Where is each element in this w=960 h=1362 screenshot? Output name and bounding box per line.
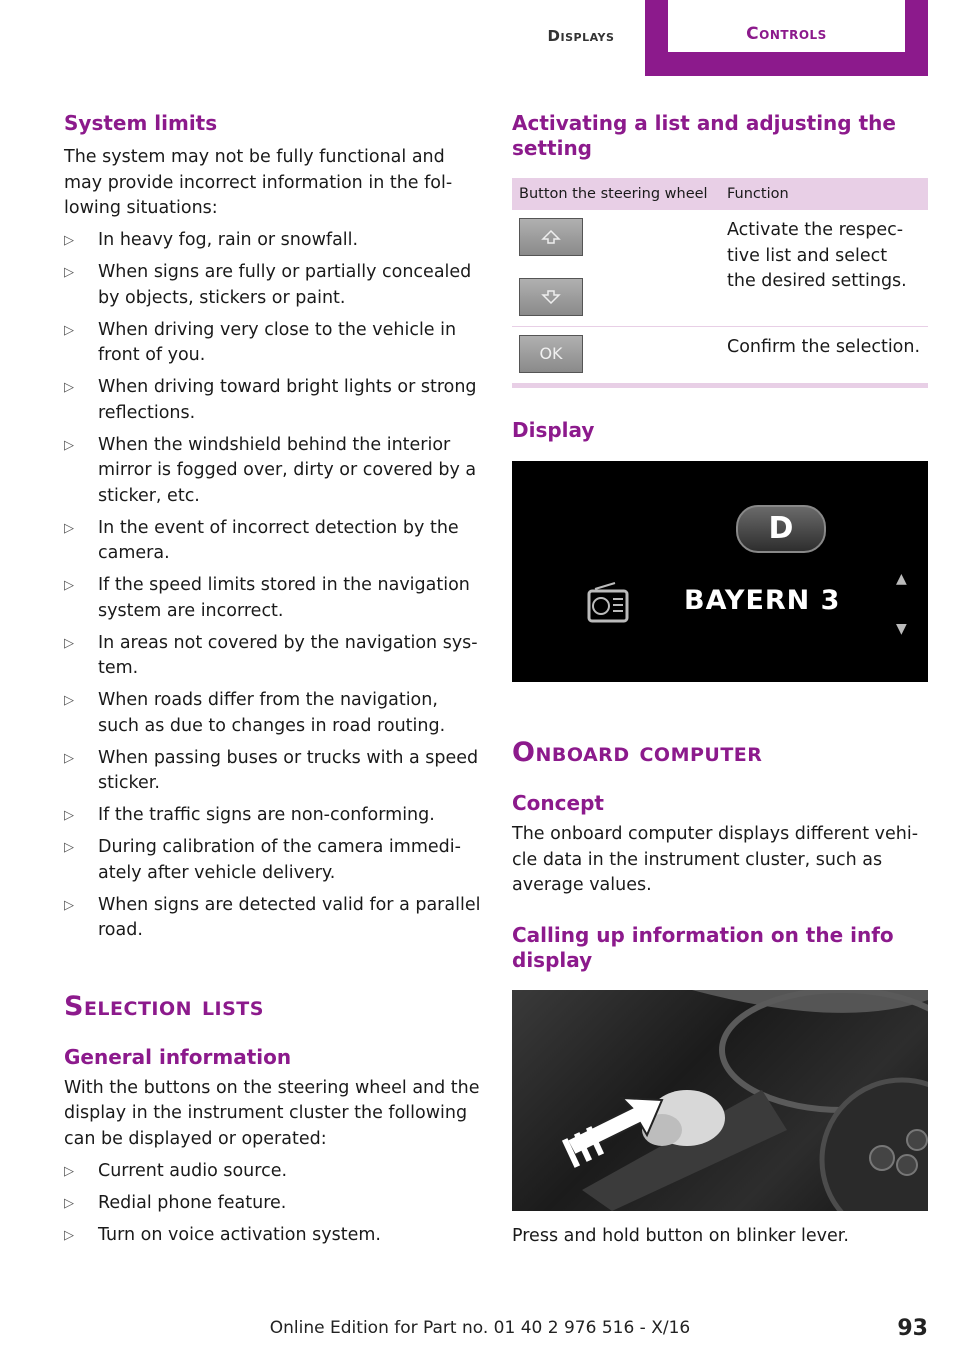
list-item-text: When driving toward bright lights or strong reflections.: [98, 377, 477, 423]
bullet-arrow-icon: ▷: [64, 520, 74, 536]
photo-caption: Press and hold button on blinker lever.: [512, 1225, 849, 1246]
activating-list-heading: Activating a list and adjusting the setting: [512, 111, 896, 160]
list-item: [64, 1159, 484, 1185]
bullet-arrow-icon: ▷: [64, 1227, 74, 1243]
list-item: [64, 803, 484, 829]
list-item: [64, 516, 484, 567]
table-header-function: Function: [720, 178, 928, 210]
table-bottom-rule: [512, 383, 928, 388]
tab-displays: Displays: [547, 27, 615, 45]
list-item-text: In the event of incorrect detection by the camera.: [98, 517, 459, 563]
list-item-text: When roads differ from the navigation, such as due to changes in road routing.: [98, 690, 446, 736]
bullet-arrow-icon: ▷: [64, 808, 74, 823]
radio-icon: [585, 579, 631, 629]
list-item-text: When passing buses or trucks with a speed sticker.: [98, 747, 479, 793]
bullet-arrow-icon: ▷: [64, 265, 74, 280]
left-column: [64, 108, 484, 1248]
list-item: [64, 260, 484, 311]
list-item: [64, 1223, 484, 1249]
bullet-arrow-icon: ▷: [64, 840, 74, 855]
bullet-arrow-icon: ▷: [64, 233, 74, 248]
list-item-text: When signs are detected valid for a parallel road.: [98, 894, 481, 940]
list-item: [64, 688, 484, 739]
list-item: [64, 573, 484, 624]
display-heading: Display: [512, 418, 595, 442]
ok-button-icon: [519, 335, 583, 373]
table-row: [512, 210, 928, 327]
bullet-arrow-icon: ▷: [64, 693, 74, 708]
display-screen-image: [512, 461, 928, 682]
table-cell-function: Activate the respective list and select the desired settings.: [720, 210, 928, 327]
bullet-arrow-icon: ▷: [64, 750, 74, 766]
concept-heading: Concept: [512, 791, 604, 815]
list-item: [64, 746, 484, 797]
list-item-text: Redial phone feature.: [98, 1192, 287, 1213]
list-item: [64, 228, 484, 254]
scroll-up-icon: ▲: [896, 571, 907, 587]
table-header-button: Button the steering wheel: [512, 178, 720, 210]
list-item: [64, 631, 484, 682]
ok-button-label: OK: [539, 344, 563, 364]
list-item-text: In areas not covered by the navigation system.: [98, 632, 478, 678]
bullet-arrow-icon: ▷: [64, 437, 74, 453]
chapter-tabs: [0, 0, 960, 76]
list-item-text: During calibration of the camera immediately after vehicle delivery.: [98, 837, 461, 883]
table-row: [512, 327, 928, 384]
scroll-down-icon: ▼: [896, 621, 907, 637]
station-name: BAYERN 3: [684, 585, 841, 616]
list-item: [64, 318, 484, 369]
blinker-lever-photo: [512, 990, 928, 1211]
bullet-arrow-icon: ▷: [64, 897, 74, 913]
selection-lists-heading: Selection lists: [64, 990, 264, 1022]
list-item-text: If the speed limits stored in the navigation system are incorrect.: [98, 575, 470, 621]
gear-label: D: [768, 511, 794, 546]
list-item: [64, 375, 484, 426]
list-item: [64, 893, 484, 944]
tab-controls: Controls: [668, 0, 905, 52]
bullet-arrow-icon: ▷: [64, 578, 74, 593]
arrow-up-button-icon: [519, 218, 583, 256]
calling-up-heading: Calling up information on the info display: [512, 922, 894, 972]
arrow-down-button-icon: [519, 278, 583, 316]
steering-buttons-table: [512, 178, 928, 383]
list-item-text: If the traffic signs are non-conforming.: [98, 805, 435, 825]
bullet-arrow-icon: ▷: [64, 322, 74, 338]
table-cell-function: Confirm the selection.: [727, 337, 921, 357]
list-item-text: When driving very close to the vehicle in front of you.: [98, 319, 457, 365]
list-item-text: When signs are fully or partially concealed by objects, stickers or paint.: [98, 262, 472, 308]
bullet-arrow-icon: ▷: [64, 380, 74, 395]
list-item: [64, 433, 484, 510]
concept-text: The onboard computer displays different vehicle data in the instrument cluster, such as average values.: [512, 824, 919, 895]
list-item: [64, 1191, 484, 1217]
system-limits-list: [64, 228, 484, 944]
general-information-list: [64, 1159, 484, 1249]
table-cell-buttons: [512, 327, 720, 384]
onboard-computer-heading: Onboard computer: [512, 737, 763, 768]
list-item-text: In heavy fog, rain or snowfall.: [98, 230, 359, 250]
gear-indicator: [736, 505, 826, 553]
list-item: [64, 835, 484, 886]
bullet-arrow-icon: ▷: [64, 1163, 74, 1179]
general-information-text: With the buttons on the steering wheel and the display in the instrument cluster the following can be displayed or operated:: [64, 1077, 480, 1149]
bullet-arrow-icon: ▷: [64, 635, 74, 651]
system-limits-intro: The system may not be fully functional and may provide incorrect information in the following situations:: [64, 147, 453, 218]
page-number: 93: [897, 1316, 928, 1341]
system-limits-heading: System limits: [64, 111, 218, 135]
list-item-text: When the windshield behind the interior mirror is fogged over, dirty or covered by a sticker, etc.: [98, 434, 477, 506]
table-cell-buttons: [512, 210, 720, 327]
edition-footer: Online Edition for Part no. 01 40 2 976 516 - X/16: [269, 1318, 691, 1338]
right-column: [512, 108, 928, 1249]
list-item-text: Turn on voice activation system.: [98, 1224, 381, 1245]
list-item-text: Current audio source.: [98, 1160, 288, 1181]
general-information-heading: General information: [64, 1044, 292, 1069]
bullet-arrow-icon: ▷: [64, 1195, 74, 1211]
